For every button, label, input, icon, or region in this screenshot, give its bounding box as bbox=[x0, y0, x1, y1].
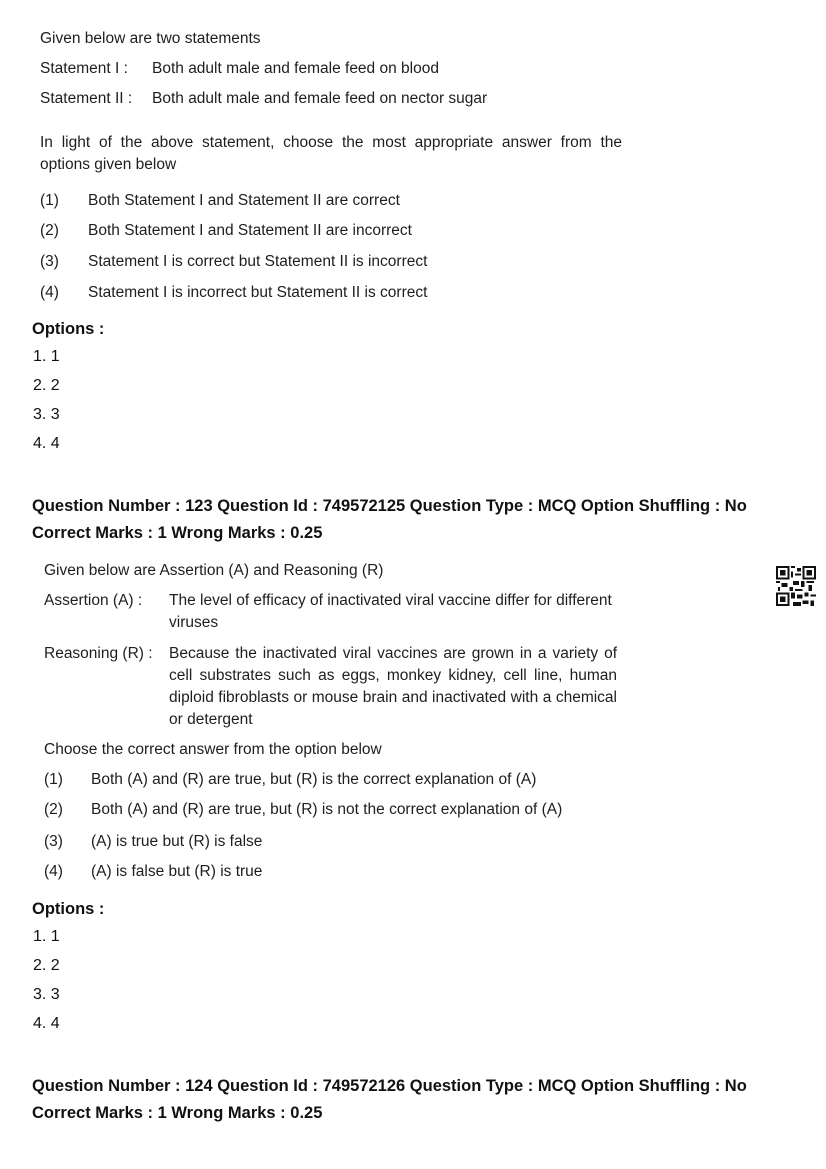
q122-statement1-text: Both adult male and female feed on blood bbox=[152, 60, 439, 77]
q123-choice-num: (1) bbox=[44, 771, 63, 788]
q123-header-line1: Question Number : 123 Question Id : 749572125 Question Type : MCQ Option Shuffling : No bbox=[32, 497, 747, 515]
q122-options-label: Options : bbox=[32, 320, 105, 338]
q123-reasoning-text: Because the inactivated viral vaccines are grown in a variety of cell substrates such as eggs, monkey kidney, cell line, human diploid fibroblasts or mouse brain and inactivated with a chemical or detergent bbox=[169, 645, 617, 728]
q122-statement2-text: Both adult male and female feed on nector sugar bbox=[152, 90, 488, 107]
q124-header-line2: Correct Marks : 1 Wrong Marks : 0.25 bbox=[32, 1104, 323, 1122]
q122-choice-text: Statement I is correct but Statement II is incorrect bbox=[88, 253, 428, 270]
q122-choice-num: (4) bbox=[40, 284, 59, 301]
q122-option: 2. 2 bbox=[33, 377, 60, 394]
q122-prompt: In light of the above statement, choose the most appropriate answer from the options given below bbox=[40, 134, 622, 173]
q123-choice-num: (4) bbox=[44, 863, 63, 880]
q123-reasoning-label: Reasoning (R) : bbox=[44, 645, 153, 662]
q122-option: 1. 1 bbox=[33, 348, 60, 365]
q123-option: 1. 1 bbox=[33, 928, 60, 945]
q122-intro: Given below are two statements bbox=[40, 30, 261, 47]
q123-option: 3. 3 bbox=[33, 986, 60, 1003]
q123-options-label: Options : bbox=[32, 900, 105, 918]
q123-assertion-text: The level of efficacy of inactivated viral vaccine differ for different viruses bbox=[169, 592, 612, 631]
q123-prompt: Choose the correct answer from the option below bbox=[44, 741, 382, 758]
q123-assertion-label: Assertion (A) : bbox=[44, 592, 143, 609]
q123-choice-text: Both (A) and (R) are true, but (R) is the correct explanation of (A) bbox=[91, 771, 537, 788]
q122-choice-text: Both Statement I and Statement II are incorrect bbox=[88, 222, 412, 239]
q122-option: 3. 3 bbox=[33, 406, 60, 423]
q123-choice-text: (A) is false but (R) is true bbox=[91, 863, 263, 880]
q123-choice-num: (2) bbox=[44, 801, 63, 818]
q122-statement2-label: Statement II : bbox=[40, 90, 133, 107]
q122-choice-num: (3) bbox=[40, 253, 59, 270]
q123-header-line2: Correct Marks : 1 Wrong Marks : 0.25 bbox=[32, 524, 323, 542]
q122-choice-text: Both Statement I and Statement II are correct bbox=[88, 192, 400, 209]
q123-choice-num: (3) bbox=[44, 833, 63, 850]
q122-statement1-label: Statement I : bbox=[40, 60, 128, 77]
q124-header-line1: Question Number : 124 Question Id : 749572126 Question Type : MCQ Option Shuffling : No bbox=[32, 1077, 747, 1095]
q123-choice-text: (A) is true but (R) is false bbox=[91, 833, 263, 850]
q122-choice-text: Statement I is incorrect but Statement II is correct bbox=[88, 284, 428, 301]
q122-choice-num: (1) bbox=[40, 192, 59, 209]
q123-choice-text: Both (A) and (R) are true, but (R) is not the correct explanation of (A) bbox=[91, 801, 563, 818]
q123-intro: Given below are Assertion (A) and Reasoning (R) bbox=[44, 562, 384, 579]
q123-option: 4. 4 bbox=[33, 1015, 60, 1032]
q123-option: 2. 2 bbox=[33, 957, 60, 974]
q122-choice-num: (2) bbox=[40, 222, 59, 239]
qr-code-icon bbox=[776, 566, 816, 606]
q122-option: 4. 4 bbox=[33, 435, 60, 452]
